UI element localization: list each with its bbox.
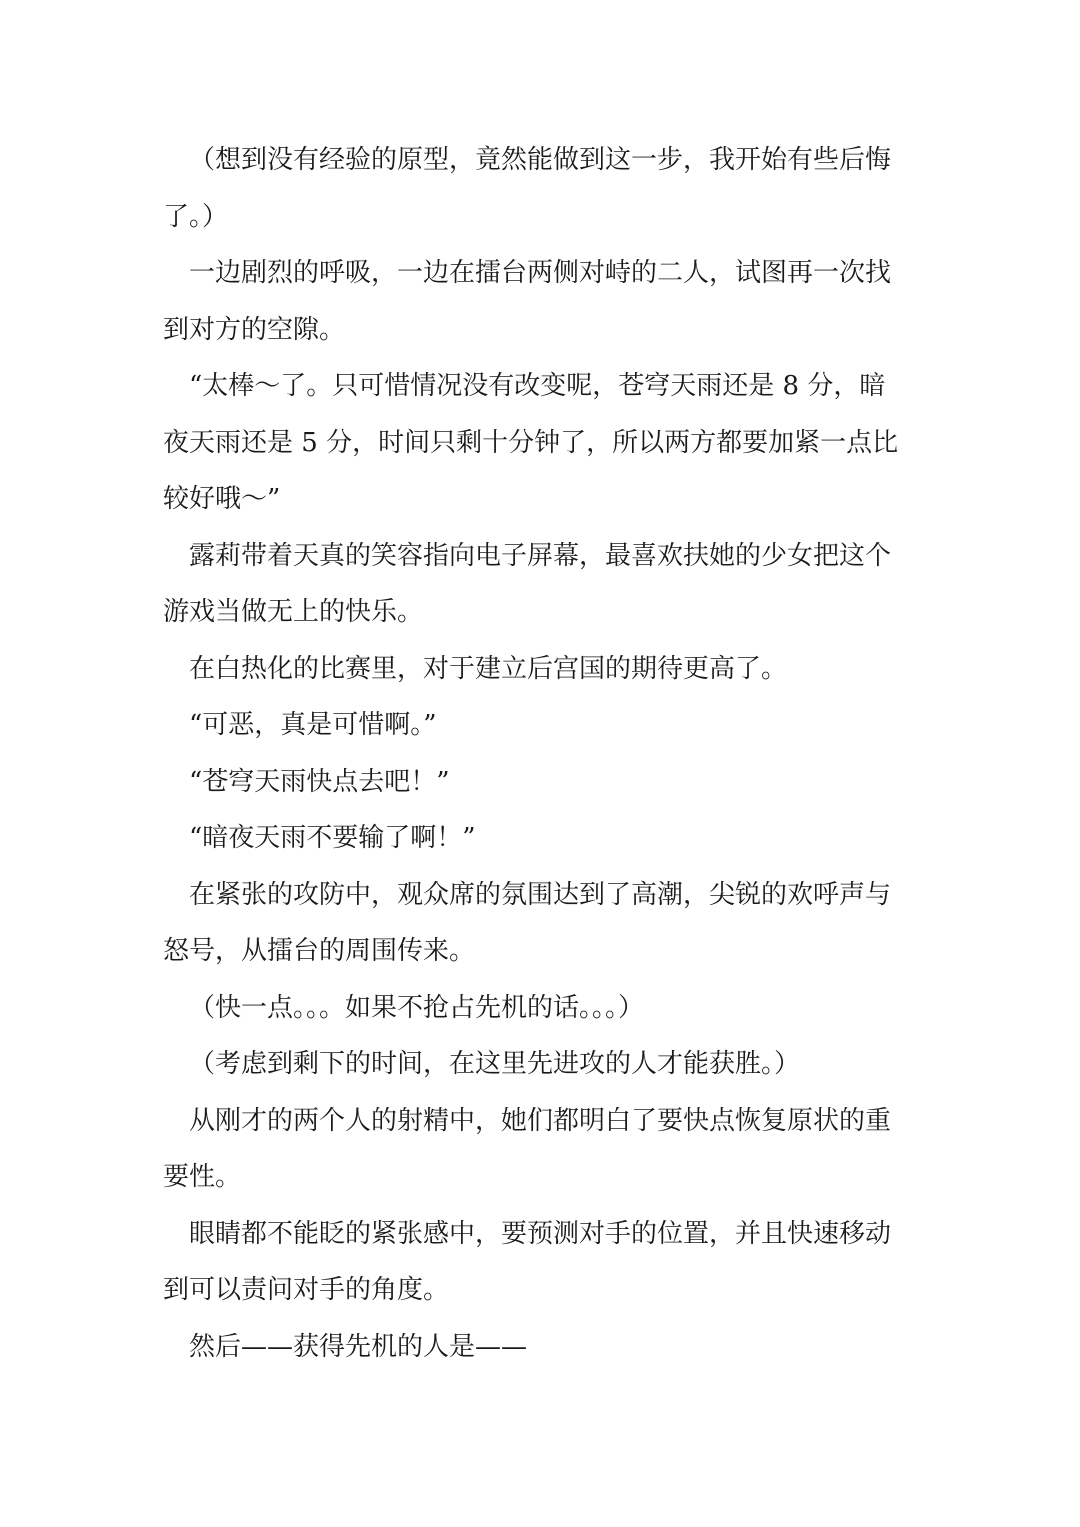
- paragraph: （快一点。。。如果不抢占先机的话。。。）: [189, 992, 645, 1023]
- paragraph: “暗夜天雨不要输了啊！”: [189, 823, 476, 853]
- paragraph: 一边剧烈的呼吸，一边在擂台两侧对峙的二人，试图再一次找到对方的空隙。: [163, 258, 892, 345]
- paragraph: 然后——获得先机的人是——: [189, 1331, 528, 1362]
- paragraph: 从刚才的两个人的射精中，她们都明白了要快点恢复原状的重要性。: [163, 1105, 892, 1192]
- paragraph: 在白热化的比赛里，对于建立后宫国的期待更高了。: [189, 653, 788, 684]
- paragraph: “苍穹天雨快点去吧！”: [189, 766, 450, 797]
- paragraph: 眼睛都不能眨的紧张感中，要预测对手的位置，并且快速移动到可以责问对手的角度。: [163, 1218, 892, 1305]
- paragraph: 在紧张的攻防中，观众席的氛围达到了高潮，尖锐的欢呼声与怒号，从擂台的周围传来。: [163, 879, 892, 966]
- paragraph: “太棒～了。只可惜情况没有改变呢，苍穹天雨还是 8 分，暗夜天雨还是 5 分，时间只剩十分钟了，所以两方都要加紧一点比较好哦～”: [163, 371, 899, 514]
- paragraph: 露莉带着天真的笑容指向电子屏幕，最喜欢扶她的少女把这个游戏当做无上的快乐。: [163, 540, 892, 627]
- paragraph: （想到没有经验的原型，竟然能做到这一步，我开始有些后悔了。）: [163, 145, 892, 232]
- paragraph: “可恶，真是可惜啊。”: [189, 710, 437, 740]
- paragraph: （考虑到剩下的时间，在这里先进攻的人才能获胜。）: [189, 1049, 801, 1079]
- text-body: [163, 132, 903, 1375]
